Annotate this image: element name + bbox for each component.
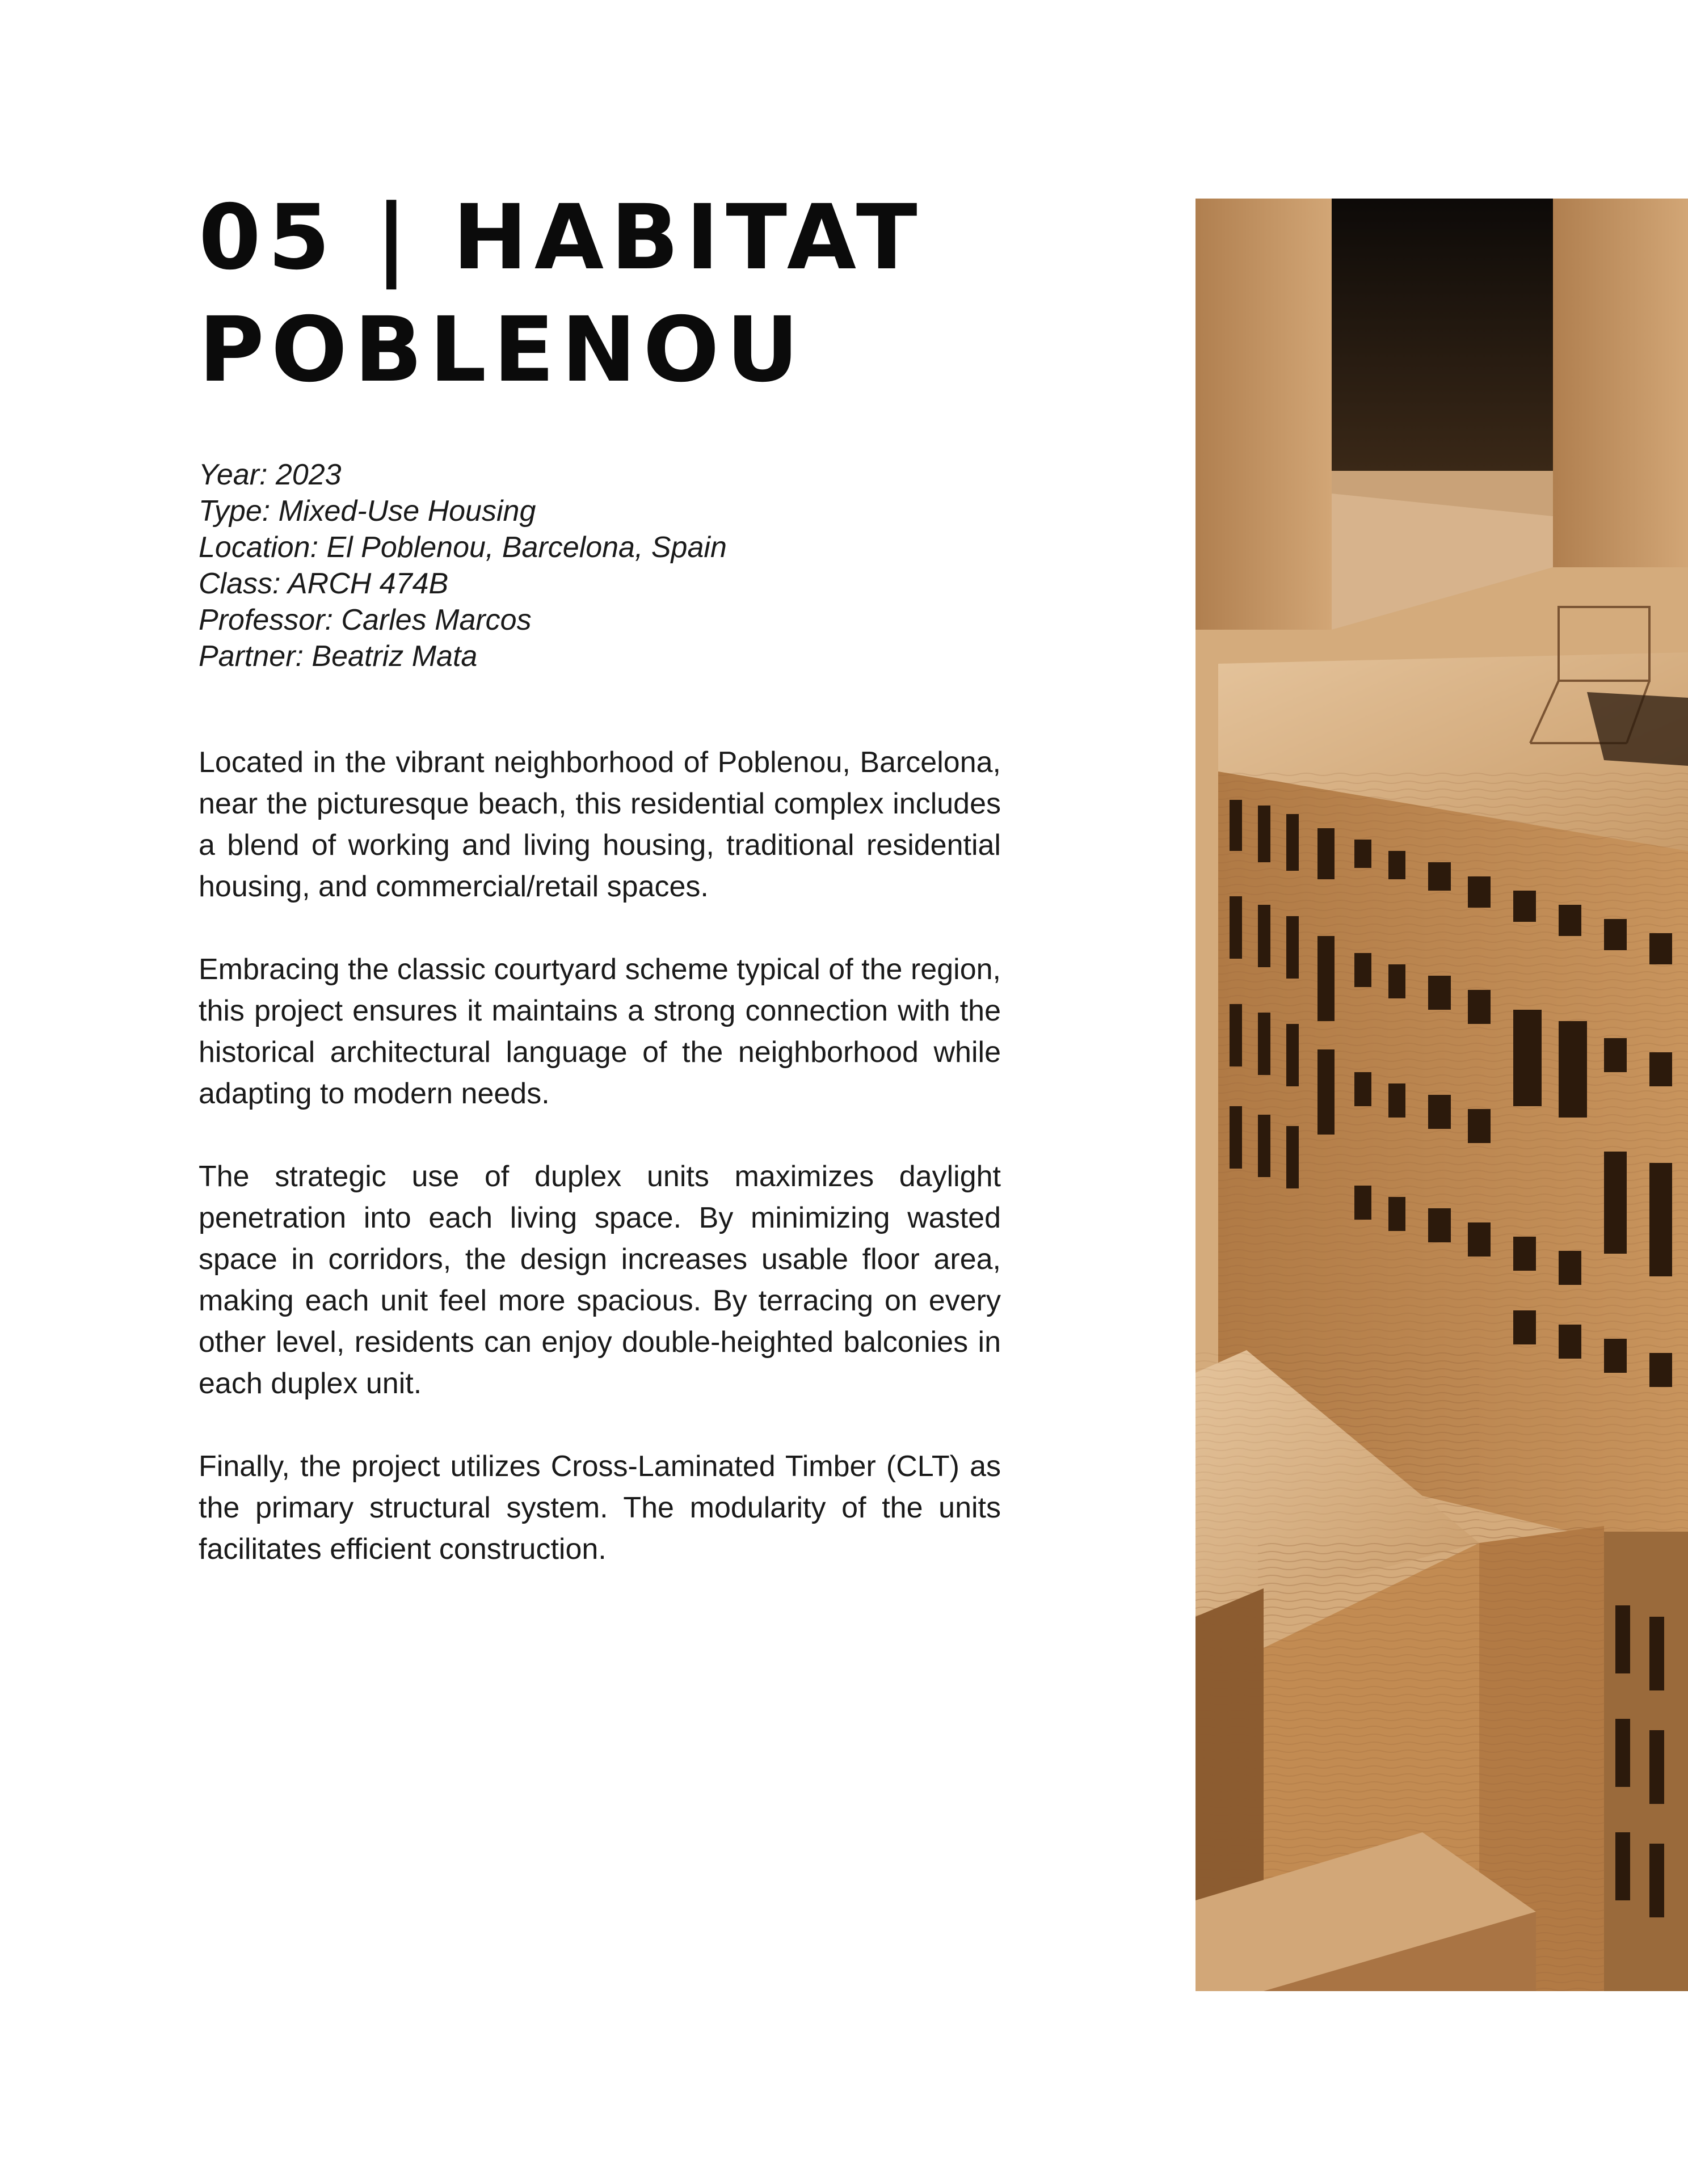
title-line-1: 05 | HABITAT (199, 185, 924, 290)
description-paragraph: Finally, the project utilizes Cross-Laminated Timber (CLT) as the primary structural system. The modularity of the units facilitates efficient construction. (199, 1450, 1001, 1566)
meta-type: Type: Mixed-Use Housing (199, 495, 536, 528)
description-paragraph: Located in the vibrant neighborhood of Poblenou, Barcelona, near the picturesque beach, this residential complex includes a blend of working and living housing, traditional residential housing, and commercial/retail spaces. (199, 746, 1001, 903)
page-title (199, 182, 1163, 406)
meta-partner: Partner: Beatriz Mata (199, 640, 478, 673)
meta-professor: Professor: Carles Marcos (199, 604, 532, 636)
project-meta (199, 457, 1050, 674)
title-line-2: POBLENOU (199, 298, 806, 402)
project-rendering-image (1196, 199, 1688, 1991)
meta-year: Year: 2023 (199, 458, 342, 491)
description-paragraph: The strategic use of duplex units maximizes daylight penetration into each living space. By minimizing wasted space in corridors, the design increases usable floor area, making each unit feel more spacious. By terracing on every other level, residents can enjoy double-heighted balconies in each duplex unit. (199, 1160, 1001, 1400)
description-paragraph: Embracing the classic courtyard scheme typical of the region, this project ensures it maintains a strong connection with the historical architectural language of the neighborhood while adapting to modern needs. (199, 953, 1001, 1110)
project-description (199, 742, 1001, 1612)
rendering-illustration (1196, 199, 1688, 1991)
meta-class: Class: ARCH 474B (199, 567, 449, 600)
meta-location: Location: El Poblenou, Barcelona, Spain (199, 531, 727, 564)
